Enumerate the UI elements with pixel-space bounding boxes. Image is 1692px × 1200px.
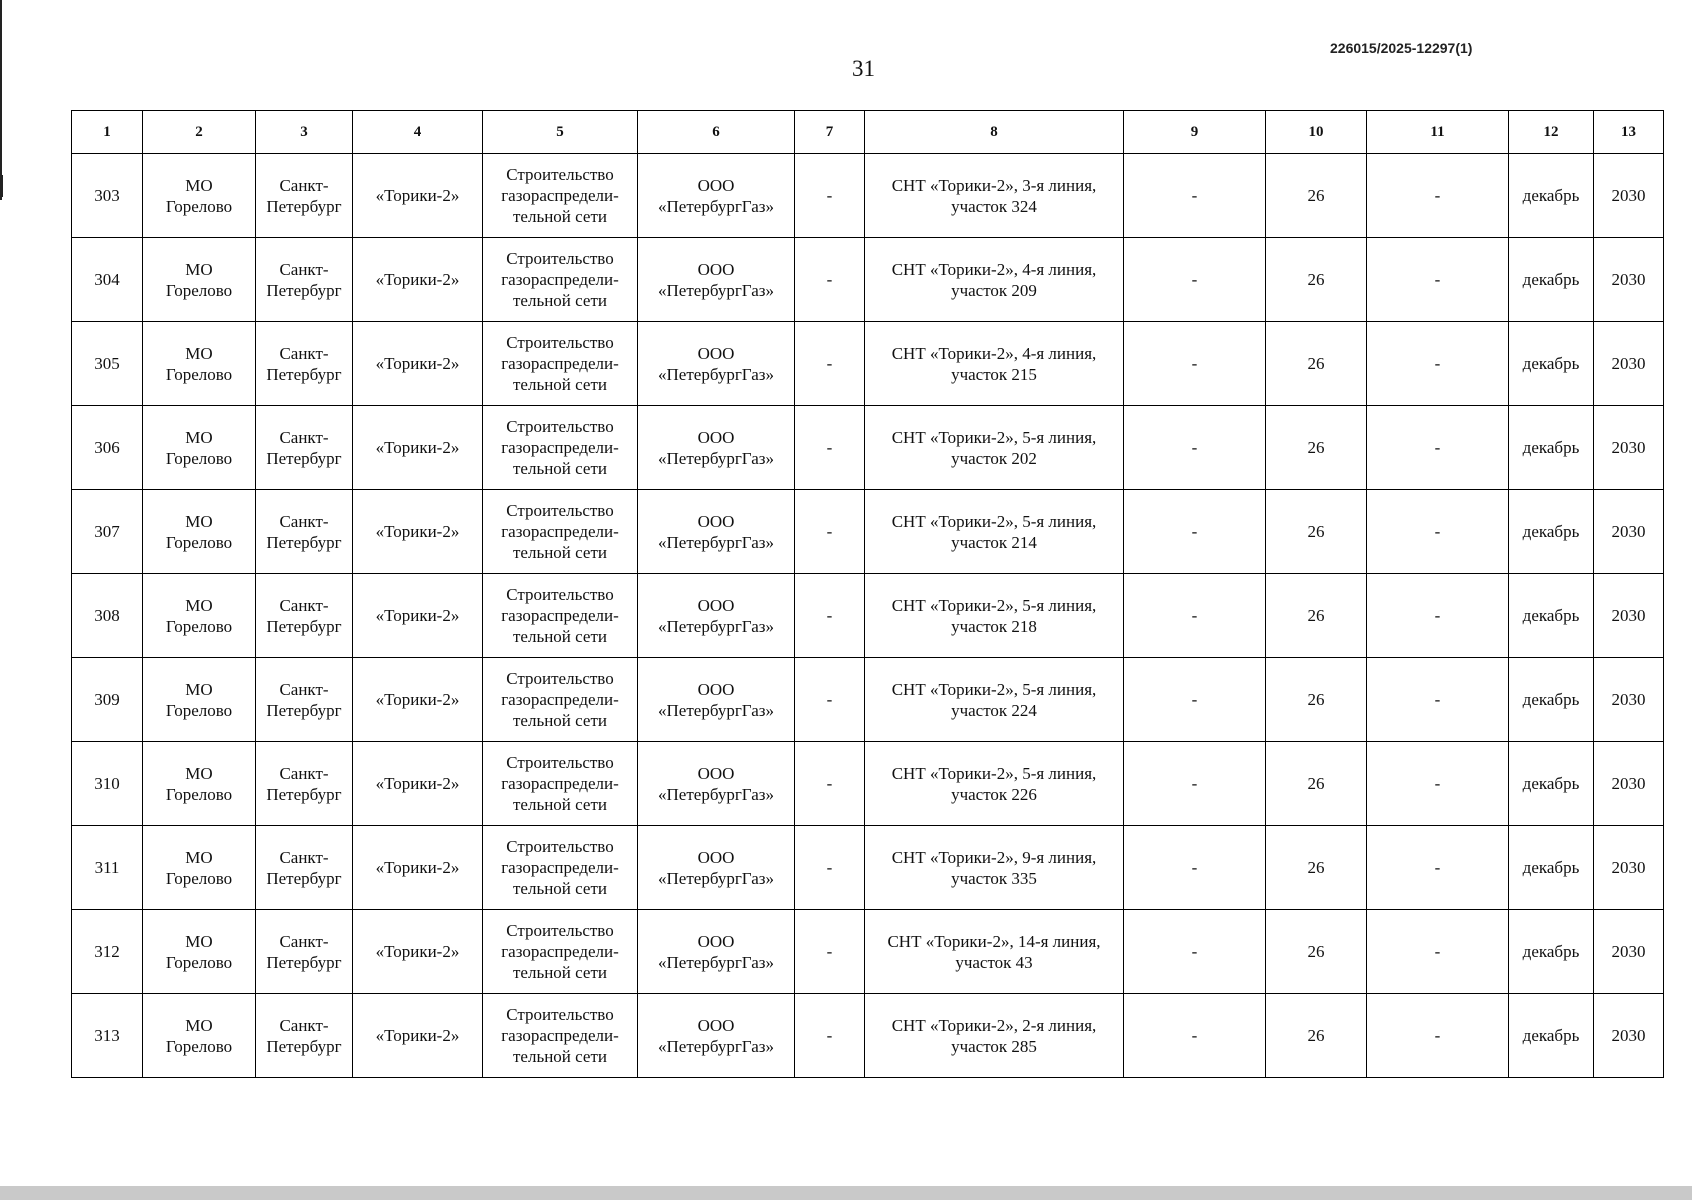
cell-col7: -	[795, 910, 865, 994]
cell-object: «Торики-2»	[353, 658, 483, 742]
cell-work-type-line: тельной сети	[513, 879, 607, 898]
cell-city-line: Санкт-	[279, 763, 329, 783]
cell-work-type	[483, 742, 638, 826]
cell-municipality-line: Горелово	[165, 952, 233, 972]
document-number: 226015/2025-12297(1)	[1330, 40, 1473, 56]
cell-city-line: Санкт-	[279, 1015, 329, 1035]
table-row	[72, 406, 1664, 490]
column-header-6: 6	[638, 111, 795, 154]
binding-mark	[0, 175, 3, 197]
cell-year: 2030	[1594, 406, 1664, 490]
table-row	[72, 658, 1664, 742]
cell-work-type	[483, 994, 638, 1078]
cell-col10: 26	[1266, 910, 1367, 994]
cell-address-line: участок 218	[951, 616, 1037, 636]
cell-city	[256, 994, 353, 1078]
cell-city	[256, 658, 353, 742]
cell-number: 313	[72, 994, 143, 1078]
cell-object: «Торики-2»	[353, 154, 483, 238]
cell-month: декабрь	[1509, 154, 1594, 238]
cell-city-line: Санкт-	[279, 511, 329, 531]
cell-work-type	[483, 658, 638, 742]
cell-work-type-line: Строительство	[506, 1005, 614, 1024]
cell-col7: -	[795, 238, 865, 322]
cell-work-type-line: тельной сети	[513, 375, 607, 394]
cell-city-line: Петербург	[266, 448, 342, 468]
cell-municipality-line: МО	[185, 427, 213, 447]
cell-work-type-line: Строительство	[506, 669, 614, 688]
cell-municipality	[143, 154, 256, 238]
cell-col7: -	[795, 154, 865, 238]
cell-col7: -	[795, 322, 865, 406]
cell-col11: -	[1367, 994, 1509, 1078]
cell-month: декабрь	[1509, 322, 1594, 406]
cell-work-type-line: Строительство	[506, 585, 614, 604]
cell-organization	[638, 910, 795, 994]
cell-municipality	[143, 910, 256, 994]
cell-work-type-line: тельной сети	[513, 627, 607, 646]
cell-month: декабрь	[1509, 238, 1594, 322]
cell-month: декабрь	[1509, 574, 1594, 658]
cell-address-line: участок 226	[951, 784, 1037, 804]
cell-work-type-line: Строительство	[506, 417, 614, 436]
cell-municipality-line: МО	[185, 511, 213, 531]
cell-organization	[638, 742, 795, 826]
cell-address-line: СНТ «Торики-2», 4-я линия,	[891, 343, 1097, 363]
cell-municipality	[143, 826, 256, 910]
cell-work-type-line: газораспредели-	[501, 858, 619, 877]
cell-organization-line: «ПетербургГаз»	[658, 364, 774, 384]
cell-work-type	[483, 154, 638, 238]
cell-col9: -	[1124, 658, 1266, 742]
cell-work-type	[483, 490, 638, 574]
cell-object: «Торики-2»	[353, 322, 483, 406]
cell-work-type-line: газораспредели-	[501, 354, 619, 373]
cell-col11: -	[1367, 910, 1509, 994]
column-header-12: 12	[1509, 111, 1594, 154]
column-header-8: 8	[865, 111, 1124, 154]
cell-organization-line: ООО	[697, 1015, 735, 1035]
cell-year: 2030	[1594, 742, 1664, 826]
cell-municipality-line: МО	[185, 343, 213, 363]
cell-year: 2030	[1594, 322, 1664, 406]
cell-municipality-line: Горелово	[165, 700, 233, 720]
cell-col10: 26	[1266, 154, 1367, 238]
cell-work-type-line: газораспредели-	[501, 690, 619, 709]
column-header-5: 5	[483, 111, 638, 154]
cell-address-line: СНТ «Торики-2», 5-я линия,	[891, 511, 1097, 531]
cell-col10: 26	[1266, 658, 1367, 742]
cell-organization-line: «ПетербургГаз»	[658, 700, 774, 720]
cell-col9: -	[1124, 322, 1266, 406]
cell-work-type-line: тельной сети	[513, 207, 607, 226]
page-left-edge	[0, 0, 2, 200]
table-row	[72, 742, 1664, 826]
cell-organization-line: ООО	[697, 511, 735, 531]
cell-year: 2030	[1594, 154, 1664, 238]
cell-city-line: Санкт-	[279, 427, 329, 447]
cell-address-line: участок 285	[951, 1036, 1037, 1056]
cell-col7: -	[795, 658, 865, 742]
cell-address-line: участок 324	[951, 196, 1037, 216]
cell-col11: -	[1367, 826, 1509, 910]
cell-organization	[638, 238, 795, 322]
cell-municipality-line: МО	[185, 763, 213, 783]
header-row	[72, 111, 1664, 154]
cell-col9: -	[1124, 910, 1266, 994]
cell-organization-line: ООО	[697, 595, 735, 615]
page-number: 31	[852, 56, 875, 81]
cell-address	[865, 490, 1124, 574]
cell-city	[256, 574, 353, 658]
cell-number: 312	[72, 910, 143, 994]
cell-month: декабрь	[1509, 658, 1594, 742]
cell-city-line: Петербург	[266, 1036, 342, 1056]
table-row	[72, 238, 1664, 322]
cell-municipality-line: МО	[185, 595, 213, 615]
cell-work-type	[483, 826, 638, 910]
cell-address	[865, 238, 1124, 322]
cell-work-type-line: Строительство	[506, 165, 614, 184]
cell-number: 307	[72, 490, 143, 574]
cell-city-line: Санкт-	[279, 259, 329, 279]
cell-city	[256, 238, 353, 322]
cell-organization-line: ООО	[697, 931, 735, 951]
column-header-10: 10	[1266, 111, 1367, 154]
table-body	[72, 154, 1664, 1078]
cell-work-type	[483, 238, 638, 322]
cell-address-line: участок 43	[955, 952, 1033, 972]
cell-number: 304	[72, 238, 143, 322]
cell-address-line: участок 335	[951, 868, 1037, 888]
cell-address-line: участок 214	[951, 532, 1037, 552]
cell-month: декабрь	[1509, 742, 1594, 826]
cell-address-line: СНТ «Торики-2», 2-я линия,	[891, 1015, 1097, 1035]
cell-work-type-line: Строительство	[506, 501, 614, 520]
cell-object: «Торики-2»	[353, 910, 483, 994]
cell-city-line: Санкт-	[279, 847, 329, 867]
cell-col7: -	[795, 742, 865, 826]
cell-col9: -	[1124, 826, 1266, 910]
cell-municipality-line: Горелово	[165, 784, 233, 804]
cell-year: 2030	[1594, 490, 1664, 574]
cell-address	[865, 658, 1124, 742]
cell-organization-line: «ПетербургГаз»	[658, 280, 774, 300]
cell-municipality-line: Горелово	[165, 532, 233, 552]
cell-address-line: СНТ «Торики-2», 4-я линия,	[891, 259, 1097, 279]
cell-organization	[638, 574, 795, 658]
cell-col9: -	[1124, 490, 1266, 574]
cell-year: 2030	[1594, 574, 1664, 658]
column-header-11: 11	[1367, 111, 1509, 154]
cell-city-line: Санкт-	[279, 175, 329, 195]
cell-number: 309	[72, 658, 143, 742]
cell-number: 303	[72, 154, 143, 238]
cell-organization	[638, 826, 795, 910]
cell-col10: 26	[1266, 574, 1367, 658]
cell-city-line: Санкт-	[279, 343, 329, 363]
cell-organization	[638, 322, 795, 406]
cell-object: «Торики-2»	[353, 406, 483, 490]
cell-organization-line: «ПетербургГаз»	[658, 196, 774, 216]
cell-month: декабрь	[1509, 406, 1594, 490]
cell-number: 311	[72, 826, 143, 910]
cell-year: 2030	[1594, 910, 1664, 994]
cell-address-line: участок 202	[951, 448, 1037, 468]
cell-object: «Торики-2»	[353, 742, 483, 826]
cell-city-line: Петербург	[266, 532, 342, 552]
cell-object: «Торики-2»	[353, 574, 483, 658]
cell-organization-line: ООО	[697, 343, 735, 363]
cell-col11: -	[1367, 154, 1509, 238]
table-row	[72, 574, 1664, 658]
cell-work-type-line: газораспредели-	[501, 1026, 619, 1045]
cell-work-type-line: Строительство	[506, 837, 614, 856]
column-header-4: 4	[353, 111, 483, 154]
cell-municipality-line: МО	[185, 931, 213, 951]
cell-month: декабрь	[1509, 490, 1594, 574]
cell-municipality-line: МО	[185, 175, 213, 195]
cell-work-type-line: тельной сети	[513, 1047, 607, 1066]
cell-col9: -	[1124, 742, 1266, 826]
column-header-2: 2	[143, 111, 256, 154]
column-header-1: 1	[72, 111, 143, 154]
cell-col11: -	[1367, 238, 1509, 322]
cell-work-type	[483, 910, 638, 994]
cell-work-type-line: тельной сети	[513, 291, 607, 310]
cell-address	[865, 910, 1124, 994]
cell-city-line: Петербург	[266, 280, 342, 300]
cell-city	[256, 910, 353, 994]
cell-address-line: СНТ «Торики-2», 14-я линия,	[887, 931, 1101, 951]
cell-col9: -	[1124, 994, 1266, 1078]
cell-col7: -	[795, 574, 865, 658]
cell-address-line: СНТ «Торики-2», 3-я линия,	[891, 175, 1097, 195]
cell-municipality	[143, 658, 256, 742]
cell-municipality-line: Горелово	[165, 868, 233, 888]
cell-city-line: Петербург	[266, 784, 342, 804]
cell-col11: -	[1367, 322, 1509, 406]
cell-col10: 26	[1266, 994, 1367, 1078]
cell-col11: -	[1367, 742, 1509, 826]
cell-work-type-line: газораспредели-	[501, 270, 619, 289]
cell-organization-line: «ПетербургГаз»	[658, 532, 774, 552]
cell-address	[865, 322, 1124, 406]
cell-organization-line: ООО	[697, 679, 735, 699]
cell-work-type-line: газораспредели-	[501, 438, 619, 457]
cell-municipality-line: Горелово	[165, 1036, 233, 1056]
cell-organization-line: «ПетербургГаз»	[658, 448, 774, 468]
cell-municipality	[143, 742, 256, 826]
table-row	[72, 910, 1664, 994]
cell-municipality	[143, 322, 256, 406]
cell-col9: -	[1124, 574, 1266, 658]
cell-municipality	[143, 490, 256, 574]
cell-work-type	[483, 406, 638, 490]
cell-address	[865, 154, 1124, 238]
cell-work-type	[483, 322, 638, 406]
cell-address-line: участок 209	[951, 280, 1037, 300]
cell-municipality-line: Горелово	[165, 280, 233, 300]
cell-organization	[638, 154, 795, 238]
cell-municipality-line: Горелово	[165, 196, 233, 216]
cell-address	[865, 826, 1124, 910]
column-header-3: 3	[256, 111, 353, 154]
table-row	[72, 994, 1664, 1078]
cell-number: 310	[72, 742, 143, 826]
cell-city	[256, 490, 353, 574]
cell-work-type-line: Строительство	[506, 249, 614, 268]
table-row	[72, 490, 1664, 574]
cell-city	[256, 154, 353, 238]
cell-organization	[638, 658, 795, 742]
cell-address	[865, 994, 1124, 1078]
cell-city	[256, 406, 353, 490]
cell-organization-line: ООО	[697, 259, 735, 279]
cell-organization-line: ООО	[697, 175, 735, 195]
cell-municipality	[143, 994, 256, 1078]
cell-city-line: Петербург	[266, 700, 342, 720]
cell-municipality-line: МО	[185, 847, 213, 867]
cell-col11: -	[1367, 574, 1509, 658]
cell-city	[256, 826, 353, 910]
cell-object: «Торики-2»	[353, 994, 483, 1078]
cell-work-type-line: тельной сети	[513, 795, 607, 814]
cell-col11: -	[1367, 490, 1509, 574]
cell-address-line: участок 215	[951, 364, 1037, 384]
cell-municipality-line: Горелово	[165, 364, 233, 384]
cell-year: 2030	[1594, 658, 1664, 742]
cell-month: декабрь	[1509, 826, 1594, 910]
table-row	[72, 322, 1664, 406]
cell-work-type-line: газораспредели-	[501, 522, 619, 541]
cell-col10: 26	[1266, 406, 1367, 490]
cell-municipality	[143, 406, 256, 490]
cell-number: 305	[72, 322, 143, 406]
cell-city-line: Петербург	[266, 868, 342, 888]
cell-col7: -	[795, 826, 865, 910]
cell-col10: 26	[1266, 742, 1367, 826]
cell-address-line: СНТ «Торики-2», 5-я линия,	[891, 427, 1097, 447]
cell-work-type-line: газораспредели-	[501, 606, 619, 625]
cell-organization-line: «ПетербургГаз»	[658, 868, 774, 888]
cell-object: «Торики-2»	[353, 238, 483, 322]
cell-month: декабрь	[1509, 994, 1594, 1078]
cell-address-line: СНТ «Торики-2», 5-я линия,	[891, 679, 1097, 699]
cell-city	[256, 322, 353, 406]
cell-number: 306	[72, 406, 143, 490]
cell-col11: -	[1367, 658, 1509, 742]
cell-col9: -	[1124, 154, 1266, 238]
cell-municipality	[143, 238, 256, 322]
cell-organization-line: ООО	[697, 763, 735, 783]
cell-organization-line: «ПетербургГаз»	[658, 1036, 774, 1056]
cell-work-type-line: тельной сети	[513, 711, 607, 730]
cell-col7: -	[795, 406, 865, 490]
cell-city-line: Петербург	[266, 364, 342, 384]
cell-col7: -	[795, 994, 865, 1078]
register-table	[71, 110, 1664, 1078]
cell-work-type-line: газораспредели-	[501, 186, 619, 205]
cell-col10: 26	[1266, 490, 1367, 574]
cell-col11: -	[1367, 406, 1509, 490]
cell-work-type	[483, 574, 638, 658]
cell-city-line: Санкт-	[279, 931, 329, 951]
cell-municipality	[143, 574, 256, 658]
cell-work-type-line: Строительство	[506, 921, 614, 940]
cell-address-line: СНТ «Торики-2», 5-я линия,	[891, 595, 1097, 615]
cell-municipality-line: Горелово	[165, 616, 233, 636]
cell-work-type-line: тельной сети	[513, 459, 607, 478]
cell-number: 308	[72, 574, 143, 658]
cell-organization	[638, 994, 795, 1078]
cell-col7: -	[795, 490, 865, 574]
cell-work-type-line: тельной сети	[513, 543, 607, 562]
cell-col9: -	[1124, 406, 1266, 490]
cell-organization	[638, 406, 795, 490]
cell-organization-line: ООО	[697, 847, 735, 867]
cell-municipality-line: МО	[185, 1015, 213, 1035]
cell-work-type-line: газораспредели-	[501, 942, 619, 961]
cell-year: 2030	[1594, 238, 1664, 322]
cell-address-line: СНТ «Торики-2», 5-я линия,	[891, 763, 1097, 783]
cell-col9: -	[1124, 238, 1266, 322]
column-header-7: 7	[795, 111, 865, 154]
cell-work-type-line: газораспредели-	[501, 774, 619, 793]
table-row	[72, 154, 1664, 238]
cell-object: «Торики-2»	[353, 490, 483, 574]
cell-month: декабрь	[1509, 910, 1594, 994]
cell-work-type-line: Строительство	[506, 753, 614, 772]
cell-object: «Торики-2»	[353, 826, 483, 910]
cell-organization-line: «ПетербургГаз»	[658, 952, 774, 972]
cell-municipality-line: МО	[185, 259, 213, 279]
cell-work-type-line: тельной сети	[513, 963, 607, 982]
cell-address	[865, 742, 1124, 826]
cell-address-line: СНТ «Торики-2», 9-я линия,	[891, 847, 1097, 867]
cell-city-line: Петербург	[266, 952, 342, 972]
cell-year: 2030	[1594, 994, 1664, 1078]
scan-bottom-strip	[0, 1186, 1692, 1200]
cell-col10: 26	[1266, 826, 1367, 910]
column-header-9: 9	[1124, 111, 1266, 154]
cell-organization-line: «ПетербургГаз»	[658, 784, 774, 804]
cell-address-line: участок 224	[951, 700, 1037, 720]
table-header	[72, 111, 1664, 154]
column-header-13: 13	[1594, 111, 1664, 154]
cell-organization-line: «ПетербургГаз»	[658, 616, 774, 636]
cell-organization-line: ООО	[697, 427, 735, 447]
cell-municipality-line: МО	[185, 679, 213, 699]
cell-organization	[638, 490, 795, 574]
cell-municipality-line: Горелово	[165, 448, 233, 468]
table-row	[72, 826, 1664, 910]
cell-work-type-line: Строительство	[506, 333, 614, 352]
cell-city	[256, 742, 353, 826]
cell-city-line: Санкт-	[279, 595, 329, 615]
cell-col10: 26	[1266, 322, 1367, 406]
cell-city-line: Петербург	[266, 616, 342, 636]
cell-col10: 26	[1266, 238, 1367, 322]
cell-address	[865, 406, 1124, 490]
cell-address	[865, 574, 1124, 658]
cell-city-line: Петербург	[266, 196, 342, 216]
cell-year: 2030	[1594, 826, 1664, 910]
cell-city-line: Санкт-	[279, 679, 329, 699]
